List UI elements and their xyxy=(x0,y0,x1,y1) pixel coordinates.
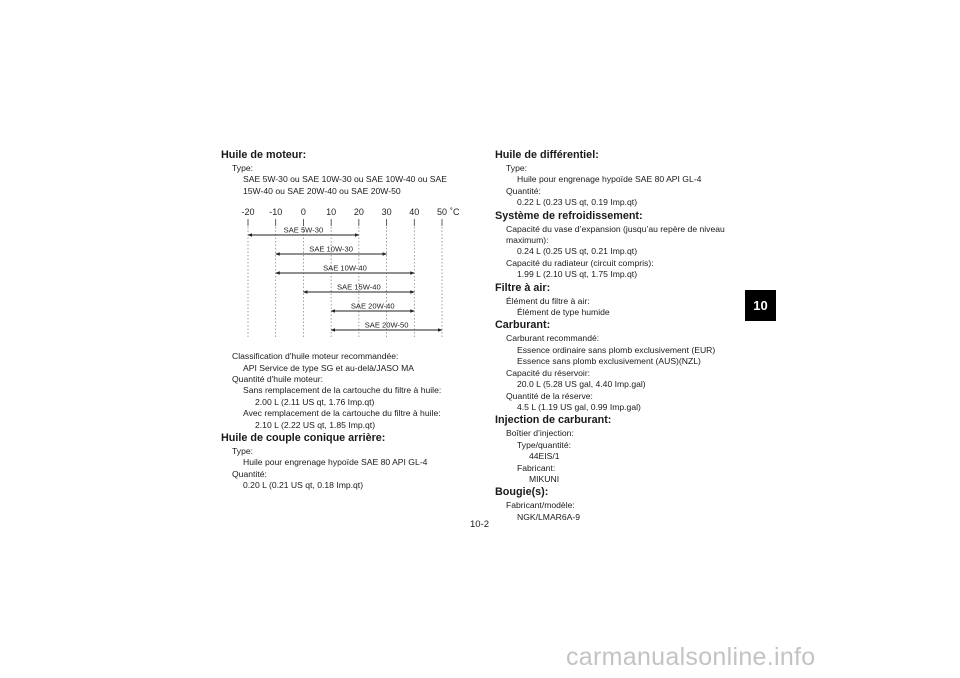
rear-gear-oil-type-value: Huile pour engrenage hypoïde SAE 80 API GL-4 xyxy=(243,457,428,468)
cooling-heading: Système de refroidissement: xyxy=(495,209,643,222)
spark-plug-maker-model-label: Fabricant/modèle: xyxy=(506,500,575,511)
tick-label: 0 xyxy=(300,207,306,218)
engine-oil-type-line2: 15W-40 ou SAE 20W-40 ou SAE 20W-50 xyxy=(243,185,401,196)
diff-oil-type-label: Type: xyxy=(506,163,528,173)
fuel-heading: Carburant: xyxy=(495,319,551,332)
fuel-injection-maker-value: MIKUNI xyxy=(529,473,560,484)
tick-label: 20 xyxy=(353,207,364,218)
tick-label: 30 xyxy=(381,207,392,218)
rear-gear-oil-heading: Huile de couple conique arrière: xyxy=(221,432,386,445)
viscosity-chart-svg xyxy=(221,205,481,341)
engine-oil-type-label: Type: xyxy=(232,163,254,173)
engine-oil-classification-value: API Service de type SG et au-delà/JASO MA xyxy=(243,362,414,373)
fuel-injection-type-qty-value: 44EIS/1 xyxy=(529,451,560,462)
engine-oil-heading: Huile de moteur: xyxy=(221,149,307,161)
air-filter-heading: Filtre à air: xyxy=(495,281,551,294)
diff-oil-type-value: Huile pour engrenage hypoïde SAE 80 API GL-4 xyxy=(517,174,702,185)
engine-oil-without-filter-label: Sans remplacement de la cartouche du filtre à huile: xyxy=(243,385,442,396)
rear-gear-oil-type-label: Type: xyxy=(232,446,254,457)
air-filter-element-value: Élément de type humide xyxy=(517,307,610,318)
fuel-injection-type-qty-label: Type/quantité: xyxy=(517,439,571,450)
spark-plug-heading: Bougie(s): xyxy=(495,486,549,499)
diff-oil-quantity-value: 0.22 L (0.23 US qt, 0.19 Imp.qt) xyxy=(517,197,638,208)
fuel-reserve-value: 4.5 L (1.19 US gal, 0.99 Imp.gal) xyxy=(517,401,641,412)
engine-oil-classification-label: Classification d'huile moteur recommandée: xyxy=(232,351,399,362)
cooling-reservoir-value: 0.24 L (0.25 US qt, 0.21 Imp.qt) xyxy=(517,246,638,257)
chapter-tab: 10 xyxy=(745,290,776,321)
tick-label: -10 xyxy=(269,207,283,218)
unit-label: ˚C xyxy=(450,207,460,218)
cooling-radiator-label: Capacité du radiateur (circuit compris): xyxy=(506,257,654,268)
fuel-tank-value: 20.0 L (5.28 US gal, 4.40 Imp.gal) xyxy=(517,379,646,390)
fuel-injection-heading: Injection de carburant: xyxy=(495,414,612,427)
engine-oil-without-filter-value: 2.00 L (2.11 US qt, 1.76 Imp.qt) xyxy=(255,396,375,407)
fuel-recommended-value-1: Essence ordinaire sans plomb exclusivement (EUR) xyxy=(517,344,716,355)
fuel-injection-maker-label: Fabricant: xyxy=(517,462,556,473)
fuel-recommended-value-2: Essence sans plomb exclusivement (AUS)(NZL) xyxy=(517,356,701,367)
cooling-reservoir-label-1: Capacité du vase d’expansion (jusqu’au repère de niveau xyxy=(506,223,725,234)
series-label: SAE 10W-30 xyxy=(309,244,354,254)
rear-gear-oil-quantity-label: Quantité: xyxy=(232,468,267,479)
fuel-injection-body-label: Boîtier d’injection: xyxy=(506,428,574,439)
tick-label: 10 xyxy=(326,207,337,218)
fuel-reserve-label: Quantité de la réserve: xyxy=(506,390,593,401)
tick-label: 50 xyxy=(436,207,448,218)
air-filter-element-label: Élément du filtre à air: xyxy=(506,295,590,306)
tick-label: 40 xyxy=(409,207,420,218)
engine-oil-quantity-label: Quantité d'huile moteur: xyxy=(232,374,323,385)
fuel-tank-label: Capacité du réservoir: xyxy=(506,367,591,378)
cooling-reservoir-label-2: maximum): xyxy=(506,235,549,246)
tick-label: -20 xyxy=(241,207,255,218)
series-label: SAE 20W-40 xyxy=(350,301,395,311)
cooling-radiator-value: 1.99 L (2.10 US qt, 1.75 Imp.qt) xyxy=(517,269,638,280)
viscosity-temperature-chart xyxy=(221,205,481,341)
series-label: SAE 15W-40 xyxy=(336,282,381,292)
series-label: SAE 10W-40 xyxy=(323,263,367,273)
right-column xyxy=(495,148,745,523)
diff-oil-heading: Huile de différentiel: xyxy=(495,149,599,161)
series-label: SAE 20W-50 xyxy=(364,320,409,330)
engine-oil-type-line1: SAE 5W-30 ou SAE 10W-30 ou SAE 10W-40 ou SAE xyxy=(243,174,447,185)
fuel-recommended-label: Carburant recommandé: xyxy=(506,333,600,344)
diff-oil-quantity-label: Quantité: xyxy=(506,185,541,196)
series-label: SAE 5W-30 xyxy=(283,225,324,235)
engine-oil-with-filter-value: 2.10 L (2.22 US qt, 1.85 Imp.qt) xyxy=(255,419,376,430)
page-number: 10-2 xyxy=(470,519,490,530)
spark-plug-maker-model-value: NGK/LMAR6A-9 xyxy=(517,511,581,522)
engine-oil-with-filter-label: Avec remplacement de la cartouche du filtre à huile: xyxy=(243,408,441,419)
watermark: carmanualsonline.info xyxy=(566,643,816,671)
left-column xyxy=(221,148,481,492)
rear-gear-oil-quantity-value: 0.20 L (0.21 US qt, 0.18 Imp.qt) xyxy=(243,480,364,491)
